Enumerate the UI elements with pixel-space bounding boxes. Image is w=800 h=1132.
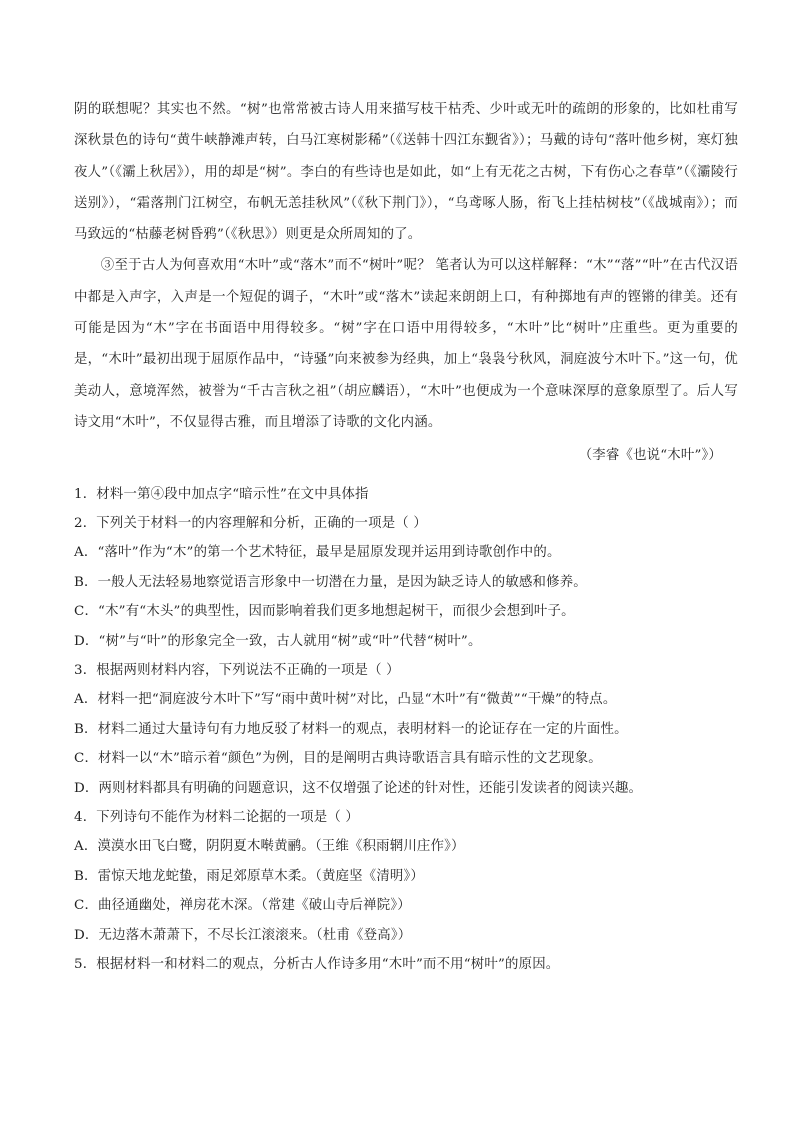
question-1: 1．材料一第④段中加点字“暗示性”在文中具体指	[74, 486, 369, 502]
question-2-option-d: D．“树”与“叶”的形象完全一致，古人就用“树”或“叶”代替“树叶”。	[74, 633, 482, 649]
question-4-option-c: C．曲径通幽处，禅房花木深。（常建《破山寺后禅院》）	[74, 898, 411, 914]
reading-passage	[74, 94, 738, 472]
question-4-option-b: B．雷惊天地龙蛇蛰，雨足郊原草木柔。（黄庭坚《清明》）	[74, 868, 424, 884]
question-list	[74, 480, 738, 980]
question-3: 3．根据两则材料内容，下列说法不正确的一项是（ ）	[74, 663, 400, 678]
passage-paragraph-3: ③至于古人为何喜欢用“木叶”或“落木”而不“树叶”呢？ 笔者认为可以这样解释：“木”“落”“叶”在古代汉语中都是入声字，入声是一个短促的调子，“木叶”或“落木”读起来朗朗上口，有种掷地有声的铿锵的律美。还有可能是因为“木”字在书面语中用得较多。“树”字在口语中用得较多，“木叶”比“树叶”庄重些。更为重要的是，“木叶”最初出现于屈原作品中，“诗骚”向来被参为经典，加上“袅袅兮秋风，洞庭波兮木叶下。”这一句，优美动人，意境浑然，被誉为“千古言秋之祖”（胡应麟语），“木叶”也便成为一个意味深厚的意象原型了。后人写诗文用“木叶”，不仅显得古雅，而且增添了诗歌的文化内涵。	[74, 258, 738, 430]
passage-paragraph-continued: 阴的联想呢？其实也不然。“树”也常常被古诗人用来描写枝干枯秃、少叶或无叶的疏朗的形象的，比如杜甫写深秋景色的诗句“黄牛峡静滩声转，白马江寒树影稀”（《送韩十四江东觐省》）；马戴的诗句“落叶他乡树，寒灯独夜人”（《灞上秋居》），用的却是“树”。李白的有些诗也是如此，如“上有无花之古树，下有伤心之春草”（《灞陵行送别》），“霜落荆门江树空，布帆无恙挂秋风”（《秋下荆门》），“乌鸢啄人肠，衔飞上挂枯树枝”（《战城南》）；而马致远的“枯藤老树昏鸦”（《秋思》）则更是众所周知的了。	[74, 102, 738, 243]
question-5: 5．根据材料一和材料二的观点，分析古人作诗多用“木叶”而不用“树叶”的原因。	[74, 957, 560, 973]
question-3-option-d: D．两则材料都具有明确的问题意识，这不仅增强了论述的针对性，还能引发读者的阅读兴趣。	[74, 780, 643, 796]
question-2: 2．下列关于材料一的内容理解和分析，正确的一项是（ ）	[74, 515, 427, 531]
document-page	[74, 94, 738, 979]
question-2-option-c: C．“木”有“木头”的典型性，因而影响着我们更多地想起树干，而很少会想到叶子。	[74, 604, 575, 620]
question-3-option-b: B．材料二通过大量诗句有力地反驳了材料一的观点，表明材料一的论证存在一定的片面性。	[74, 721, 628, 737]
question-3-option-c: C．材料一以“木”暗示着“颜色”为例，目的是阐明古典诗歌语言具有暗示性的文艺现象。	[74, 751, 602, 767]
question-4-option-a: A．漠漠水田飞白鹭，阴阴夏木啭黄鹂。（王维《积雨辋川庄作》）	[74, 839, 465, 855]
question-2-option-a: A．“落叶”作为“木”的第一个艺术特征，最早是屈原发现并运用到诗歌创作中的。	[74, 545, 561, 561]
question-3-option-a: A．材料一把“洞庭波兮木叶下”写“雨中黄叶树”对比，凸显“木叶”有“微黄”“干燥”的特点。	[74, 692, 617, 708]
passage-source: （李睿《也说“木叶”》）	[578, 448, 722, 464]
question-4: 4．下列诗句不能作为材料二论据的一项是（ ）	[74, 810, 359, 826]
question-4-option-d: D．无边落木萧萧下，不尽长江滚滚来。（杜甫《登高》）	[74, 927, 412, 943]
question-2-option-b: B．一般人无法轻易地察觉语言形象中一切潜在力量，是因为缺乏诗人的敏感和修养。	[74, 574, 587, 590]
